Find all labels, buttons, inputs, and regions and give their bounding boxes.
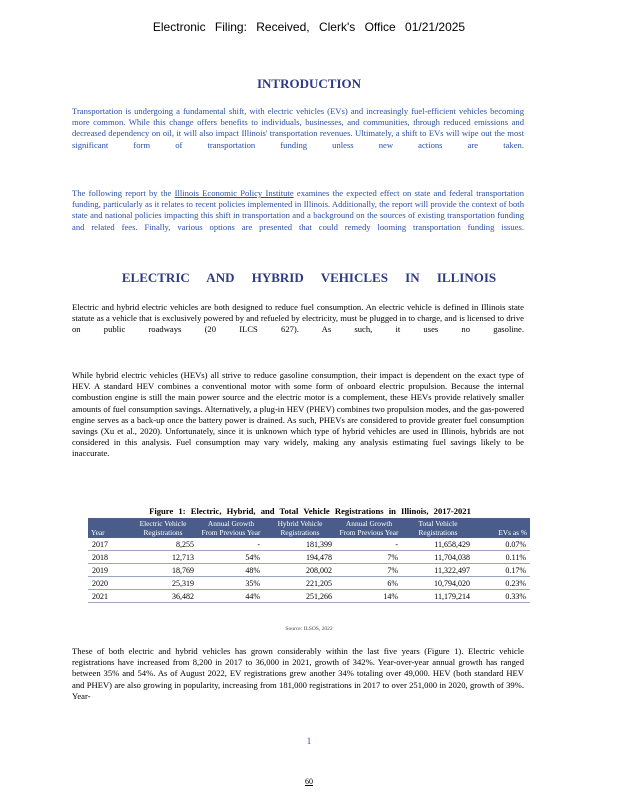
header-ev-percent: EVs as % (498, 528, 527, 537)
cell-ev-percent: 0.33% (474, 590, 530, 603)
cell-hybrid-growth: 6% (336, 577, 402, 590)
cell-ev-growth: 48% (198, 564, 264, 577)
cell-ev-growth: 54% (198, 551, 264, 564)
figure-title: Figure 1: Electric, Hybrid, and Total Vehicle Registrations in Illinois, 2017-2021 (149, 506, 471, 516)
cell-total: 11,179,214 (402, 590, 474, 603)
cell-hybrid-growth: - (336, 538, 402, 551)
table-row (88, 590, 530, 603)
table-header-row (88, 518, 530, 538)
analysis-paragraph: These of both electric and hybrid vehicles has grown considerably within the last five years (Figure 1). Electric vehicle registrations have increased from 8,200 in 2017 to 36,000 in 2021, growth of 342%. Year-over-year annual growth has ranged between 35% and 54%. As of August 2022, EV registrations grew another 34% totaling over 49,000. HEV (both standard HEV and PHEV) are also growing in popularity, increasing from 181,000 registrations in 2017 to over 251,000 in 2020, growth of 39%. Year- (72, 646, 524, 701)
page-number: 1 (306, 736, 312, 746)
table-row (88, 538, 530, 551)
intro-paragraph-1: Transportation is undergoing a fundamental shift, with electric vehicles (EVs) and increasingly fuel-efficient vehicles becoming more common. While this change offers benefits to individuals, businesses, and communities, through reduced emissions and decreased dependency on oil, it will also impact Illinois' transportation revenues. Ultimately, a shift to EVs will wipe out the most significant form of transportation funding unless new actions are taken. (72, 106, 524, 150)
cell-ev-growth: 35% (198, 577, 264, 590)
filing-stamp: Electronic Filing: Received, Clerk's Office 01/21/2025 (152, 20, 466, 34)
table-row (88, 551, 530, 564)
cell-hybrid: 181,399 (264, 538, 336, 551)
cell-hybrid: 208,002 (264, 564, 336, 577)
cell-hybrid-growth: 7% (336, 551, 402, 564)
cell-hybrid: 194,478 (264, 551, 336, 564)
introduction-heading: INTRODUCTION (256, 76, 361, 91)
table-source: Source: ILSOS, 2022 (285, 626, 333, 632)
cell-year: 2021 (88, 590, 128, 603)
header-year: Year (91, 528, 105, 537)
cell-ev-growth: - (198, 538, 264, 551)
cell-ev: 18,769 (128, 564, 198, 577)
header-total-registrations: Total Vehicle Registrations (418, 519, 458, 537)
cell-total: 11,658,429 (402, 538, 474, 551)
cell-hybrid: 221,205 (264, 577, 336, 590)
registrations-table (88, 518, 530, 603)
ev-paragraph-1: Electric and hybrid electric vehicles are both designed to reduce fuel consumption. An electric vehicle is defined in Illinois state statute as a vehicle that is exclusively powered by and refueled by electricity, must be plugged in to charge, and is licensed to drive on public roadways (20 ILCS 627). As such, it uses no gasoline. (72, 302, 524, 335)
cell-year: 2020 (88, 577, 128, 590)
cell-hybrid: 251,266 (264, 590, 336, 603)
illinois-epi-link[interactable]: Illinois Economic Policy Institute (174, 188, 294, 198)
cell-hybrid-growth: 7% (336, 564, 402, 577)
cell-year: 2017 (88, 538, 128, 551)
cell-total: 11,322,497 (402, 564, 474, 577)
cell-year: 2019 (88, 564, 128, 577)
cell-total: 10,794,020 (402, 577, 474, 590)
cell-ev-growth: 44% (198, 590, 264, 603)
intro-paragraph-2-text-a: The following report by the (72, 188, 175, 198)
cell-total: 11,704,038 (402, 551, 474, 564)
table-row (88, 564, 530, 577)
table-row (88, 577, 530, 590)
intro-paragraph-2 (72, 188, 524, 256)
header-hybrid-registrations: Hybrid Vehicle Registrations (277, 519, 323, 537)
cell-ev: 12,713 (128, 551, 198, 564)
header-ev-growth: Annual Growth From Previous Year (201, 519, 261, 537)
cell-ev-percent: 0.17% (474, 564, 530, 577)
cell-ev-percent: 0.23% (474, 577, 530, 590)
cell-ev: 8,255 (128, 538, 198, 551)
intro-paragraph-2-text-b: examines the expected effect on state and federal transportation funding, particularly as it relates to recent policies implemented in Illinois. Additionally, the report will provide the context of both state and national policies impacting this shift in transportation and a background on the sources of existing transportation funding and related fees. Finally, various options are presented that could remedy looming transportation funding issues. (72, 188, 525, 232)
cell-ev: 25,319 (128, 577, 198, 590)
cell-ev-percent: 0.11% (474, 551, 530, 564)
cell-hybrid-growth: 14% (336, 590, 402, 603)
exhibit-page-number: 60 (305, 777, 313, 786)
cell-ev-percent: 0.07% (474, 538, 530, 551)
cell-ev: 36,482 (128, 590, 198, 603)
header-hybrid-growth: Annual Growth From Previous Year (339, 519, 399, 537)
header-ev-registrations: Electric Vehicle Registrations (139, 519, 187, 537)
cell-year: 2018 (88, 551, 128, 564)
ev-section-heading: ELECTRIC AND HYBRID VEHICLES IN ILLINOIS (121, 270, 497, 285)
ev-paragraph-2: While hybrid electric vehicles (HEVs) all strive to reduce gasoline consumption, their impact is dependent on the exact type of HEV. A standard HEV combines a conventional motor with some form of onboard electric propulsion. Because the internal combustion engine is still the main power source and the electric motor is a complement, these HEVs provide relatively smaller amounts of fuel consumption savings. Alternatively, a plug-in HEV (PHEV) combines two propulsion modes, and the gas-powered engine serves as a back-up once the battery power is drained. As such, PHEVs are considered to provide greater fuel consumption savings (Xu et al., 2020). Unfortunately, since it is unknown which type of hybrid vehicles are used in Illinois, hybrids are not considered in this analysis. Fuel consumption may vary widely, making any analysis estimating fuel savings likely to be inaccurate. (72, 370, 524, 459)
